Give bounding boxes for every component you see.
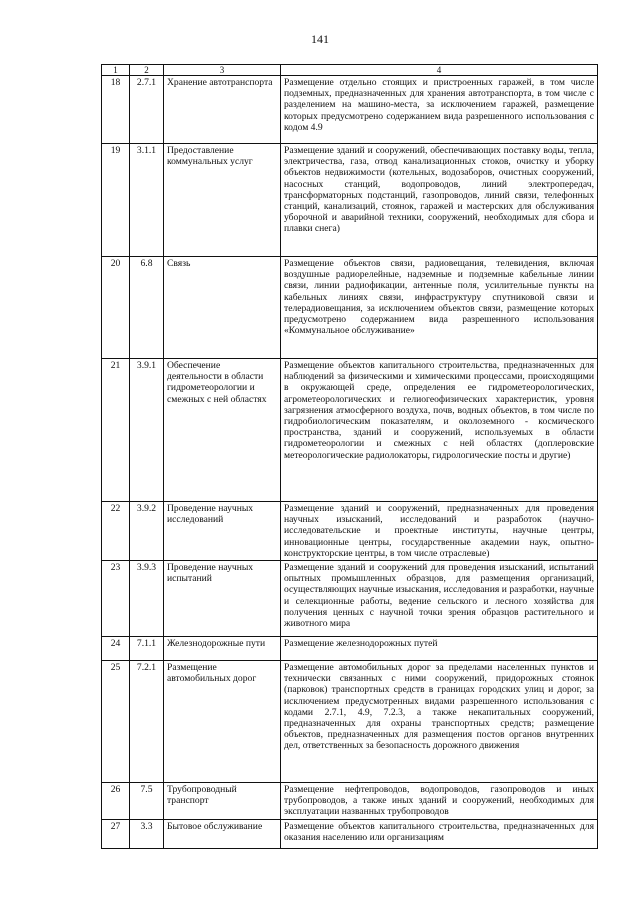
use-name: Железнодорожные пути <box>164 637 281 661</box>
use-description: Размещение железнодорожных путей <box>281 637 598 661</box>
table-row <box>102 637 598 661</box>
row-number: 27 <box>102 820 130 849</box>
row-number: 24 <box>102 637 130 661</box>
use-code: 7.5 <box>130 783 164 820</box>
row-number: 21 <box>102 359 130 502</box>
use-name: Хранение автотранспорта <box>164 76 281 144</box>
header-col-2: 2 <box>130 65 164 76</box>
use-code: 3.1.1 <box>130 144 164 257</box>
use-description: Размещение зданий и сооружений для проведения изысканий, испытаний опытных промышленных образцов, для размещения организаций, осуществляющих научные изыскания, исследования и разработки, научные и селекционные работы, ведение сельского и лесного хозяйства для получения ценных с научной точки зрения образцов растительного и животного мира <box>281 561 598 637</box>
use-description: Размещение объектов капитального строительства, предназначенных для наблюдений за физическими и химическими процессами, происходящими в окружающей среде, определения ее гидрометеорологических, агрометеорологических и гелиогеофизических характеристик, уровня загрязнения атмосферного воздуха, почв, водных объектов, в том числе по гидробиологическим показателям, и околоземного - космического пространства, зданий и сооружений, используемых в области гидрометеорологии и смежных с ней областях (доплеровские метеорологические радиолокаторы, гидрологические посты и другие) <box>281 359 598 502</box>
row-number: 26 <box>102 783 130 820</box>
table-row <box>102 359 598 502</box>
table-row <box>102 783 598 820</box>
use-description: Размещение зданий и сооружений, обеспечивающих поставку воды, тепла, электричества, газа, отвод канализационных стоков, очистку и уборку объектов недвижимости (котельных, водозаборов, очистных сооружений, насосных станций, водопроводов, линий электропередач, трансформаторных подстанций, газопроводов, линий связи, телефонных станций, канализаций, стоянок, гаражей и мастерских для обслуживания уборочной и аварийной техники, сооружений, необходимых для сбора и плавки снега) <box>281 144 598 257</box>
use-description: Размещение объектов капитального строительства, предназначенных для оказания населению или организациям <box>281 820 598 849</box>
header-col-3: 3 <box>164 65 281 76</box>
use-code: 6.8 <box>130 257 164 359</box>
header-col-4: 4 <box>281 65 598 76</box>
use-name: Предоставление коммунальных услуг <box>164 144 281 257</box>
table-row <box>102 661 598 783</box>
row-number: 20 <box>102 257 130 359</box>
table-header <box>102 65 598 76</box>
use-name: Проведение научных испытаний <box>164 561 281 637</box>
use-code: 3.3 <box>130 820 164 849</box>
header-col-1: 1 <box>102 65 130 76</box>
use-description: Размещение отдельно стоящих и пристроенных гаражей, в том числе подземных, предназначенных для хранения автотранспорта, в том числе с разделением на машино-места, за исключением гаражей, размещение которых предусмотрено содержанием вида разрешенного использования с кодом 4.9 <box>281 76 598 144</box>
table-row <box>102 561 598 637</box>
table-row <box>102 257 598 359</box>
row-number: 22 <box>102 502 130 561</box>
use-description: Размещение объектов связи, радиовещания, телевидения, включая воздушные радиорелейные, надземные и подземные кабельные линии связи, линии радиофикации, антенные поля, усилительные пункты на кабельных линиях связи, инфраструктуру спутниковой связи и телерадиовещания, за исключением объектов связи, размещение которых предусмотрено содержанием вида разрешенного использования «Коммунальное обслуживание» <box>281 257 598 359</box>
use-code: 3.9.1 <box>130 359 164 502</box>
use-name: Трубопроводный транспорт <box>164 783 281 820</box>
land-use-table <box>101 64 598 849</box>
row-number: 19 <box>102 144 130 257</box>
header-row <box>102 65 598 76</box>
table-row <box>102 820 598 849</box>
use-code: 3.9.2 <box>130 502 164 561</box>
use-code: 7.1.1 <box>130 637 164 661</box>
table-row <box>102 76 598 144</box>
row-number: 25 <box>102 661 130 783</box>
use-description: Размещение зданий и сооружений, предназначенных для проведения научных изысканий, исследований и разработок (научно-исследовательские и проектные институты, научные центры, инновационные центры, государственные академии наук, опытно-конструкторские центры, в том числе отраслевые) <box>281 502 598 561</box>
use-name: Бытовое обслуживание <box>164 820 281 849</box>
table-row <box>102 502 598 561</box>
use-name: Обеспечение деятельности в области гидрометеорологии и смежных с ней областях <box>164 359 281 502</box>
use-description: Размещение нефтепроводов, водопроводов, газопроводов и иных трубопроводов, а также иных зданий и сооружений, необходимых для эксплуатации названных трубопроводов <box>281 783 598 820</box>
row-number: 23 <box>102 561 130 637</box>
use-name: Связь <box>164 257 281 359</box>
use-code: 3.9.3 <box>130 561 164 637</box>
row-number: 18 <box>102 76 130 144</box>
use-code: 7.2.1 <box>130 661 164 783</box>
use-name: Размещение автомобильных дорог <box>164 661 281 783</box>
use-description: Размещение автомобильных дорог за пределами населенных пунктов и технически связанных с ними сооружений, придорожных стоянок (парковок) транспортных средств в границах городских улиц и дорог, за исключением предусмотренных видами разрешенного использования с кодами 2.7.1, 4.9, 7.2.3, а также некапитальных сооружений, предназначенных для охраны транспортных средств; размещение объектов, предназначенных для размещения постов органов внутренних дел, ответственных за безопасность дорожного движения <box>281 661 598 783</box>
use-name: Проведение научных исследований <box>164 502 281 561</box>
use-code: 2.7.1 <box>130 76 164 144</box>
table-row <box>102 144 598 257</box>
page-number: 141 <box>311 32 329 46</box>
